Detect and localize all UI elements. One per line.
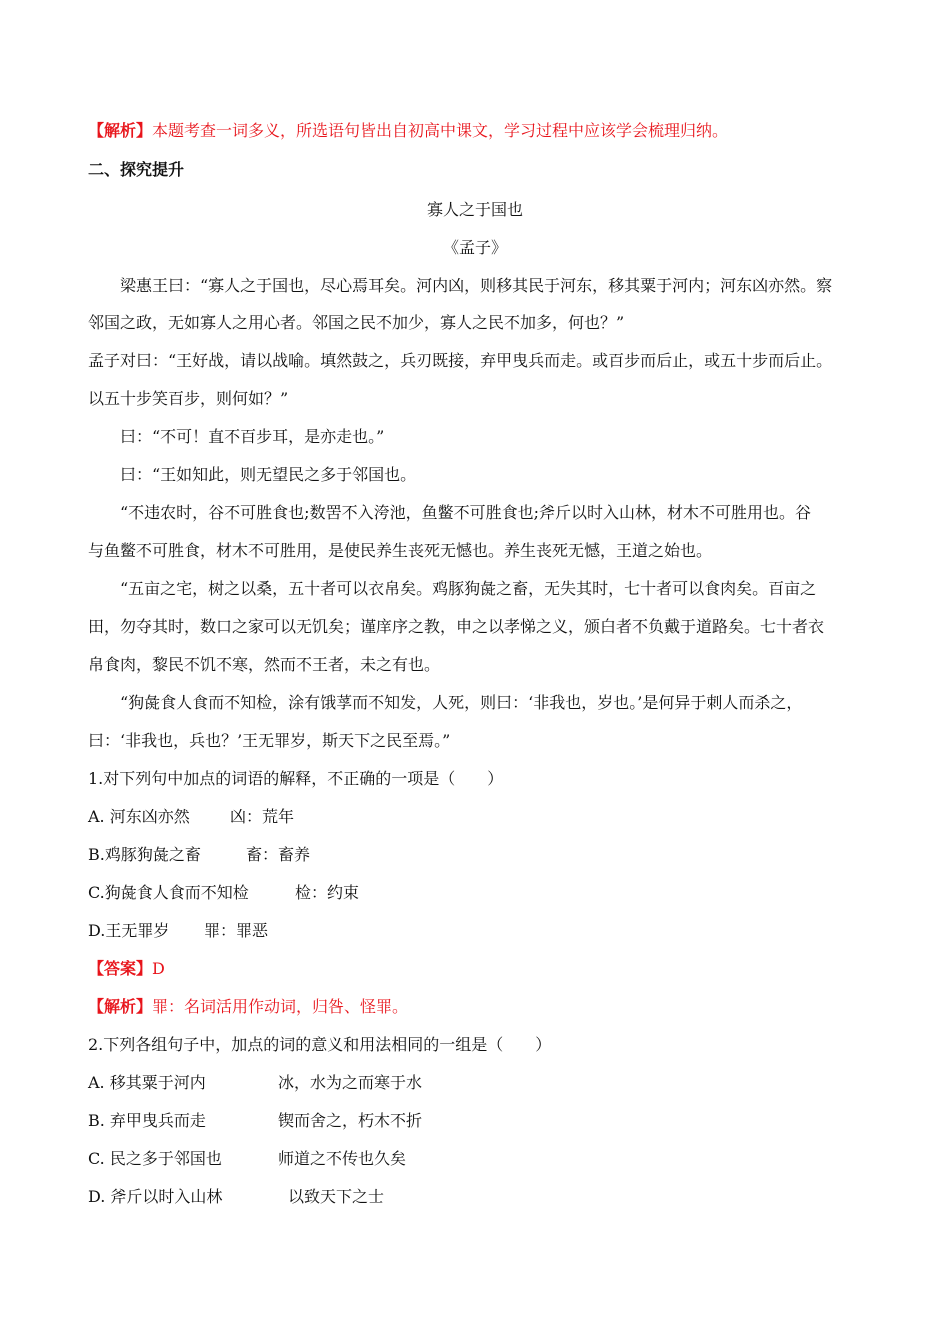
option-text: D. 斧斤以时入山林 [88,1187,223,1206]
question-2-stem: 2.下列各组句子中，加点的词的意义和用法相同的一组是（ ） [88,1035,552,1054]
option-text: C.狗彘食人食而不知检 [88,883,249,902]
option-compare: 以致天下之士 [288,1187,385,1206]
section-heading: 二、探究提升 [88,160,185,179]
option-compare: 锲而舍之，朽木不折 [278,1111,423,1130]
option-text: B.鸡豚狗彘之畜 [88,845,201,864]
option-text: D.王无罪岁 [88,921,170,940]
analysis-tag: 【解析】 [88,997,153,1016]
passage-line: 帛食肉，黎民不饥不寒，然而不王者，未之有也。 [88,655,441,674]
question-1-stem: 1.对下列句中加点的词语的解释，不正确的一项是（ ） [88,769,504,788]
intro-analysis [88,120,728,142]
question-2-option-b [88,1110,423,1132]
analysis-text: 本题考查一词多义，所选语句皆出自初高中课文，学习过程中应该学会梳理归纳。 [152,121,729,140]
option-text: A. 移其粟于河内 [88,1073,206,1092]
question-2-option-c [88,1148,407,1170]
option-gloss: 凶：荒年 [230,807,295,826]
passage-line: 梁惠王曰：“寡人之于国也，尽心焉耳矣。河内凶，则移其民于河东，移其粟于河内；河东凶亦然。察 [120,276,833,295]
option-text: B. 弃甲曳兵而走 [88,1111,206,1130]
option-gloss: 罪：罪恶 [204,921,269,940]
answer-value: D [152,959,165,978]
passage-line: “不违农时，谷不可胜食也;数罟不入洿池，鱼鳖不可胜食也;斧斤以时入山林，材木不可胜用也。谷 [120,503,811,522]
question-1-analysis [88,996,408,1018]
question-1-option-a [88,806,295,828]
option-text: A. 河东凶亦然 [88,807,190,826]
answer-tag: 【答案】 [88,959,153,978]
option-gloss: 畜：畜养 [246,845,311,864]
option-compare: 师道之不传也久矣 [278,1149,407,1168]
passage-line: “狗彘食人食而不知检，涂有饿莩而不知发，人死，则曰：‘非我也，岁也。’是何异于刺人而杀之， [120,693,803,712]
analysis-tag: 【解析】 [88,121,153,140]
option-text: C. 民之多于邻国也 [88,1149,222,1168]
passage-line: 以五十步笑百步，则何如？” [88,389,289,408]
passage-line: 曰：“不可！直不百步耳，是亦走也。” [120,427,385,446]
question-1-answer [88,958,165,980]
option-compare: 冰，水为之而寒于水 [278,1073,423,1092]
passage-line: 与鱼鳖不可胜食，材木不可胜用，是使民养生丧死无憾也。养生丧死无憾，王道之始也。 [88,541,713,560]
passage-line: 曰：“王如知此，则无望民之多于邻国也。 [120,465,417,484]
passage-title: 寡人之于国也 [426,200,523,219]
passage-line: 曰：‘非我也，兵也？’王无罪岁，斯天下之民至焉。” [88,731,451,750]
passage-author: 《孟子》 [442,238,507,257]
passage-line: “五亩之宅，树之以桑，五十者可以衣帛矣。鸡豚狗彘之畜，无失其时，七十者可以食肉矣。百亩之 [120,579,817,598]
passage-line: 邻国之政，无如寡人之用心者。邻国之民不加少，寡人之民不加多，何也？” [88,313,625,332]
question-1-option-c [88,882,360,904]
question-2-option-d [88,1186,385,1208]
question-2-option-a [88,1072,423,1094]
option-gloss: 检：约束 [295,883,360,902]
analysis-text: 罪：名词活用作动词，归咎、怪罪。 [152,997,409,1016]
passage-line: 孟子对曰：“王好战，请以战喻。填然鼓之，兵刃既接，弃甲曳兵而走。或百步而后止，或五十步而后止。 [88,351,833,370]
question-1-option-b [88,844,311,866]
passage-line: 田，勿夺其时，数口之家可以无饥矣；谨庠序之教，申之以孝悌之义，颁白者不负戴于道路矣。七十者衣 [88,617,825,636]
question-1-option-d [88,920,269,942]
